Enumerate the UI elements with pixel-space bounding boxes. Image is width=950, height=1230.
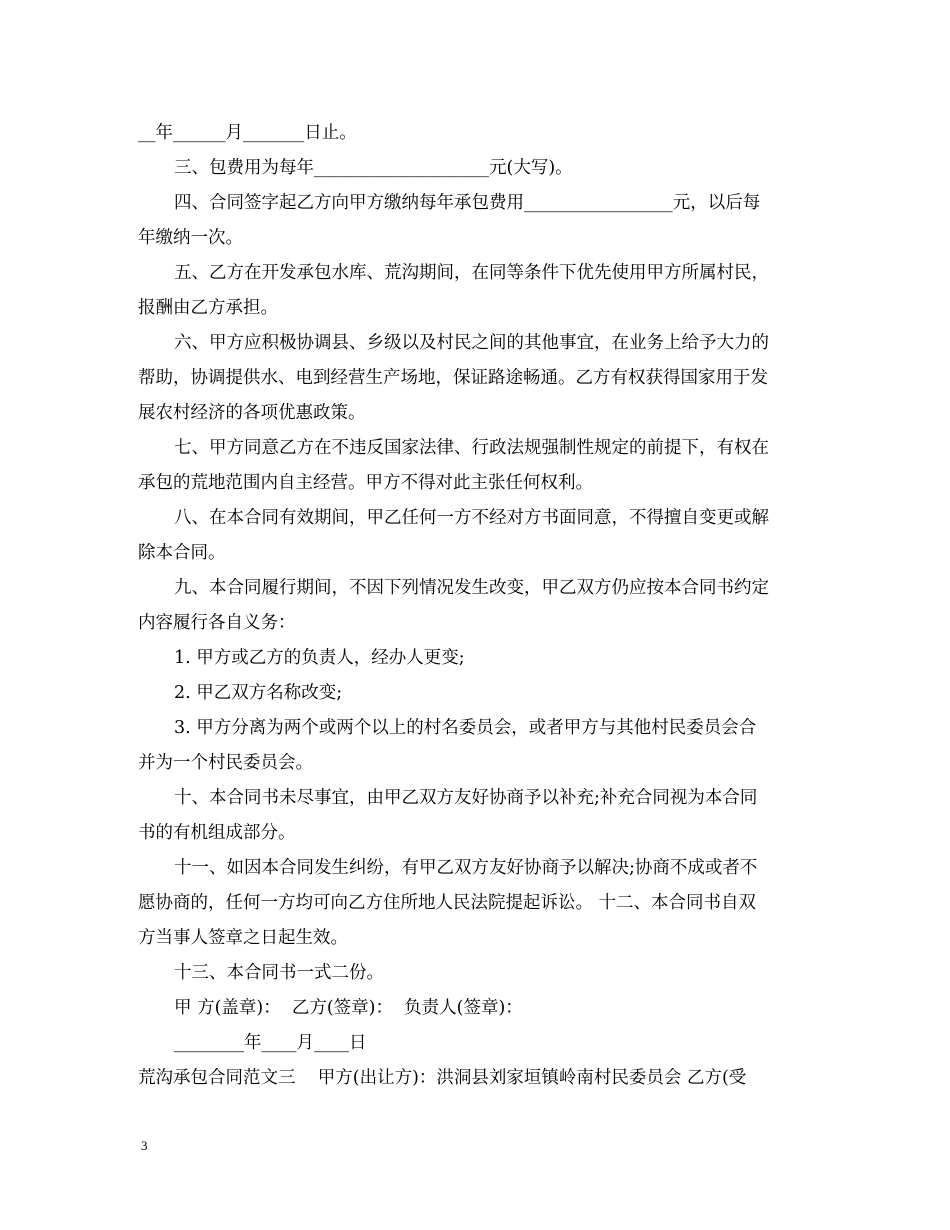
date-line: ________年____月____日 — [174, 1033, 367, 1053]
text-line: __年______月_______日止。 — [138, 123, 357, 143]
text-line: 方当事人签章之日起生效。 — [138, 928, 348, 948]
text-line: 展农村经济的各项优惠政策。 — [138, 403, 366, 423]
document-body — [138, 116, 814, 1096]
text-line: 三、包费用为每年____________________元(大写)。 — [174, 158, 573, 178]
text-line: 十一、如因本合同发生纠纷，有甲乙双方友好协商予以解决;协商不成或者不 — [174, 858, 758, 878]
text-line: 1. 甲方或乙方的负责人，经办人更变; — [174, 648, 465, 668]
text-line: 帮助，协调提供水、电到经营生产场地，保证路途畅通。乙方有权获得国家用于发 — [138, 368, 768, 388]
text-line: 2. 甲乙双方名称改变; — [174, 683, 343, 703]
text-line: 六、甲方应积极协调县、乡级以及村民之间的其他事宜，在业务上给予大力的 — [174, 333, 769, 353]
signature-line: 甲 方(盖章)： 乙方(签章)： 负责人(签章)： — [174, 998, 523, 1018]
text-line: 四、合同签字起乙方向甲方缴纳每年承包费用_________________元，以后每 — [174, 193, 761, 213]
text-line: 八、在本合同有效期间，甲乙任何一方不经对方书面同意，不得擅自变更或解 — [174, 508, 769, 528]
text-line: 七、甲方同意乙方在不违反国家法律、行政法规强制性规定的前提下，有权在 — [174, 438, 769, 458]
text-line: 3. 甲方分离为两个或两个以上的村名委员会，或者甲方与其他村民委员会合 — [174, 718, 757, 738]
text-line: 内容履行各自义务： — [138, 613, 296, 633]
text-line: 承包的荒地范围内自主经营。甲方不得对此主张任何权利。 — [138, 473, 593, 493]
text-line: 书的有机组成部分。 — [138, 823, 296, 843]
text-line: 荒沟承包合同范文三 甲方(出让方)：洪洞县刘家垣镇岭南村民委员会 乙方(受 — [138, 1068, 747, 1088]
text-line: 并为一个村民委员会。 — [138, 753, 313, 773]
text-line: 报酬由乙方承担。 — [138, 298, 278, 318]
text-line: 十、本合同书未尽事宜，由甲乙双方友好协商予以补充;补充合同视为本合同 — [174, 788, 758, 808]
text-line: 九、本合同履行期间，不因下列情况发生改变，甲乙双方仍应按本合同书约定 — [174, 578, 769, 598]
text-line: 年缴纳一次。 — [138, 228, 243, 248]
page-number: 3 — [141, 1138, 148, 1153]
text-line: 愿协商的，任何一方均可向乙方住所地人民法院提起诉讼。 十二、本合同书自双 — [138, 893, 757, 913]
text-line: 五、乙方在开发承包水库、荒沟期间，在同等条件下优先使用甲方所属村民， — [174, 263, 769, 283]
text-line: 除本合同。 — [138, 543, 226, 563]
text-line: 十三、本合同书一式二份。 — [174, 963, 384, 983]
